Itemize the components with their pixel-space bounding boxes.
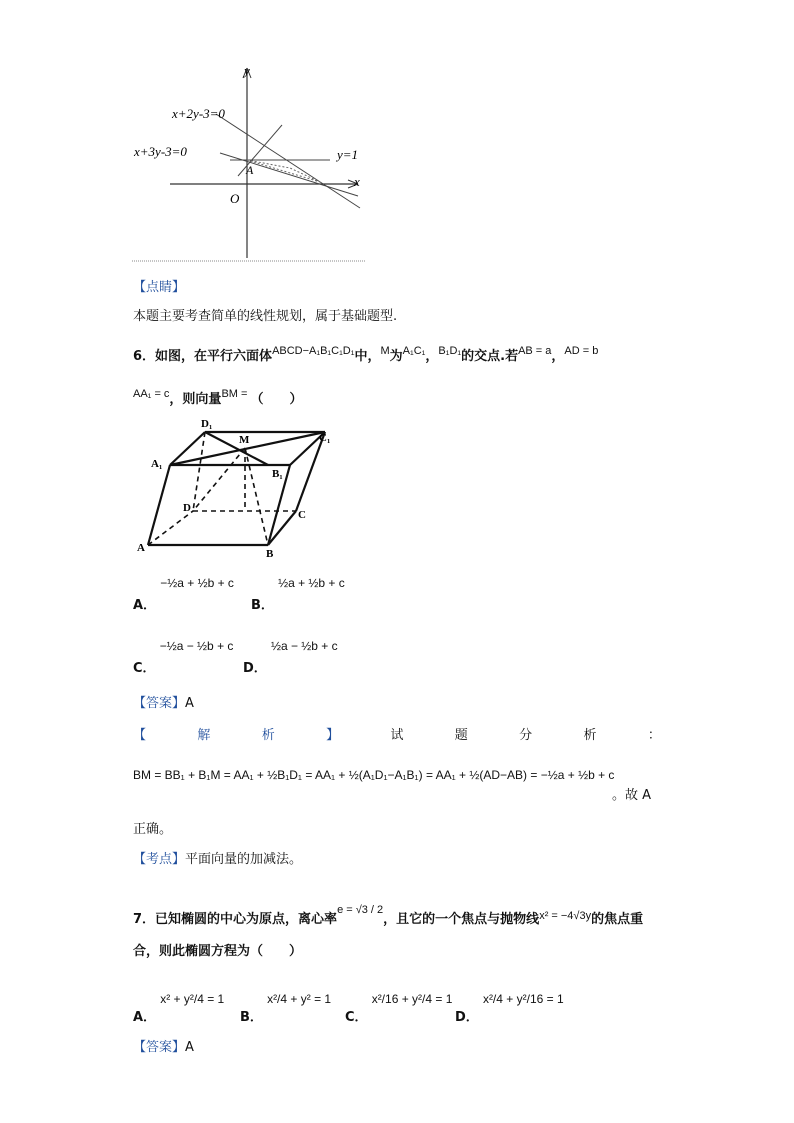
analysis-char-8: ： [647,728,661,743]
analysis-char-4: 试 [390,728,404,743]
q7-option-a-label: A． [133,1010,157,1025]
q6-comma: ， [425,349,439,364]
q6-paren: （ ） [250,392,303,407]
q6-option-a-label: A． [133,598,157,613]
y-label: y [244,63,250,78]
q6-bm: BM = [221,388,251,400]
analysis-char-3: 】 [326,728,340,743]
linear-programming-graph [130,58,370,264]
q6-number: 6． [133,349,156,364]
q6-kaodian-tag: 【考点】 [133,852,186,867]
analysis-char-2: 析 [261,728,275,743]
label-d: D [183,502,191,514]
feasible-region [247,160,320,182]
q6-option-d-label: D． [243,661,267,676]
q7-option-c[interactable] [345,988,453,1025]
q6-analysis-formula: BM = BB₁ + B₁M = AA₁ + ½B₁D₁ = AA₁ + ½(A₁D₁−A₁B₁) = AA₁ + ½(AD−AB) = −½a + ½b + c [133,768,615,782]
dianjing-tag: 【点睛】 [133,280,186,295]
label-b: B [266,548,274,560]
label-a1: A₁ [151,458,163,470]
analysis-char-5: 题 [454,728,468,743]
q6-answer-value: A [185,696,194,711]
q7-stem3: 的焦点重 [591,912,644,927]
q7-line1 [133,904,644,927]
line2-label: x+3y-3=0 [134,144,187,159]
q7-parabola: x² = −4√3y [539,910,592,922]
q6-kaodian-text: 平面向量的加减法。 [185,852,303,867]
q6-option-c-label: C． [133,661,156,676]
q7-line2: 合，则此椭圆方程为（ ） [133,944,303,959]
q6-ab: AB = a [518,345,552,357]
q6-body: ABCD−A₁B₁C₁D₁ [272,345,355,357]
q6-jiao: 的交点.若 [461,349,519,364]
q6-conclusion1: 。故 A [612,788,652,803]
q7-option-d-expr: x²/4 + y²/16 = 1 [482,992,564,1006]
q6-stem: 如图，在平行六面体 [155,349,273,364]
q6-comma2: ， [551,349,565,364]
q6-line2 [133,388,303,407]
q7-stem2: ，且它的一个焦点与抛物线 [383,912,540,927]
q6-analysis-header [133,724,661,743]
q6-option-c-expr: −½a − ½b + c [159,639,234,653]
q7-option-b-label: B． [240,1010,263,1025]
q7-option-c-label: C． [345,1010,368,1025]
q6-conclusion2: 正确。 [133,822,173,837]
q7-answer-value: A [185,1040,194,1055]
q7-e: e = √3 / 2 [337,904,384,916]
analysis-char-7: 析 [583,728,597,743]
q7-number: 7． [133,912,156,927]
q6-answer-tag: 【答案】 [133,696,186,711]
dianjing-text: 本题主要考查简单的线性规划，属于基础题型. [133,309,398,324]
q6-wei: 为 [389,349,403,364]
analysis-char-6: 分 [519,728,533,743]
q7-answer [133,1036,194,1055]
label-c1: C₁ [319,432,331,444]
label-d1: D₁ [201,418,213,430]
q6-ad: AD = b [564,345,599,357]
q6-option-a[interactable] [133,572,234,613]
q7-option-d-label: D． [455,1010,479,1025]
line1-label: x+2y-3=0 [172,106,225,121]
q6-mid: 中， [354,349,381,364]
q6-option-b-expr: ½a + ½b + c [278,576,345,590]
line3-label: y=1 [337,147,359,162]
q6-option-b[interactable] [251,572,345,613]
q6-option-d[interactable] [243,635,338,676]
q6-aa1: AA₁ = c [133,388,170,400]
parallelepiped-figure [135,415,345,560]
q6-option-d-expr: ½a − ½b + c [270,639,338,653]
q6-a1c1: A₁C₁ [402,345,426,357]
q7-option-c-expr: x²/16 + y²/4 = 1 [371,992,453,1006]
label-a: A [137,542,145,554]
q6-answer [133,692,194,711]
q6-b1d1: B₁D₁ [438,345,462,357]
x-label: x [354,174,360,189]
q7-answer-tag: 【答案】 [133,1040,186,1055]
analysis-char-0: 【 [133,728,147,743]
q7-stem1: 已知椭圆的中心为原点，离心率 [155,912,338,927]
q6-m: M [380,345,390,357]
q6-option-b-label: B． [251,598,274,613]
label-c: C [298,509,306,521]
analysis-char-1: 解 [197,728,211,743]
q7-option-b-expr: x²/4 + y² = 1 [267,992,332,1006]
q7-option-d[interactable] [455,988,564,1025]
q6-option-a-expr: −½a + ½b + c [160,576,234,590]
point-a-label: A [246,163,254,177]
label-b1: B₁ [272,468,283,480]
q6-option-c[interactable] [133,635,234,676]
q7-option-a[interactable] [133,988,225,1025]
label-m: M [239,434,250,446]
q6-ze: ，则向量 [169,392,222,407]
q7-option-a-expr: x² + y²/4 = 1 [160,992,225,1006]
origin-label: O [230,191,240,206]
q7-option-b[interactable] [240,988,332,1025]
q6-kaodian [133,848,302,867]
q6-line1 [133,345,598,364]
